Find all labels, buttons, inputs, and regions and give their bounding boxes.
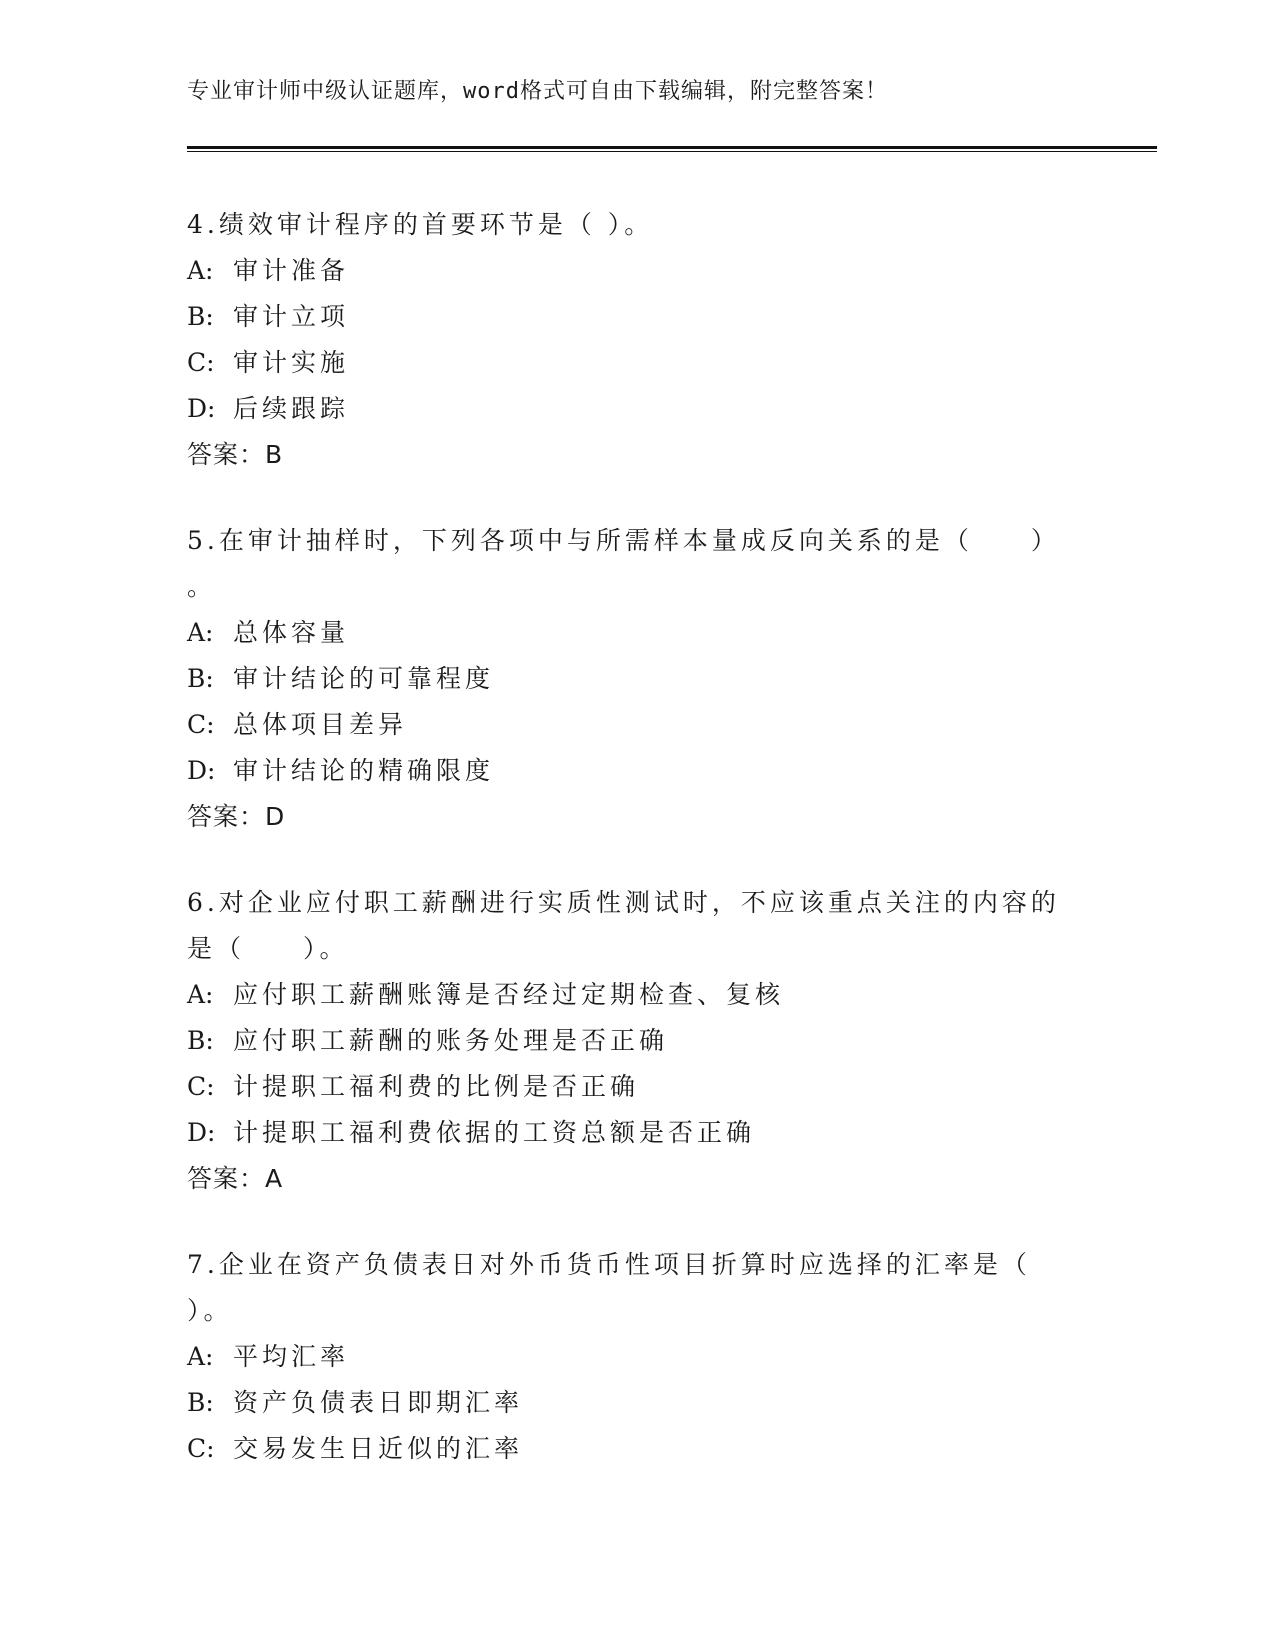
question-stem: 5.在审计抽样时，下列各项中与所需样本量成反向关系的是（ ） xyxy=(187,526,1060,555)
page-header: 专业审计师中级认证题库，word格式可自由下载编辑，附完整答案！ xyxy=(187,79,888,104)
option-text: 审计结论的可靠程度 xyxy=(233,664,495,693)
answer-option xyxy=(187,1380,1067,1426)
option-label: B: xyxy=(187,664,214,693)
option-text: 应付职工薪酬的账务处理是否正确 xyxy=(233,1026,669,1055)
question-list xyxy=(187,202,1067,1512)
option-label: D: xyxy=(187,756,216,785)
option-label: D: xyxy=(187,1118,216,1147)
option-text: 计提职工福利费依据的工资总额是否正确 xyxy=(233,1118,756,1147)
option-text: 后续跟踪 xyxy=(233,394,350,423)
answer-key: 答案：D xyxy=(187,802,286,831)
option-label: C: xyxy=(187,1434,215,1463)
question-block xyxy=(187,202,1067,478)
answer-option xyxy=(187,656,1067,702)
header-rule-thin xyxy=(187,151,1157,152)
option-label: C: xyxy=(187,710,215,739)
option-label: A: xyxy=(187,1342,214,1371)
option-label: A: xyxy=(187,980,214,1009)
question-block xyxy=(187,518,1067,840)
answer-key: 答案：B xyxy=(187,440,284,469)
option-label: C: xyxy=(187,1072,215,1101)
question-stem: 7.企业在资产负债表日对外币货币性项目折算时应选择的汇率是（ xyxy=(187,1250,1031,1279)
option-text: 总体容量 xyxy=(233,618,350,647)
option-text: 审计实施 xyxy=(233,348,350,377)
answer-option xyxy=(187,748,1067,794)
question-stem-continued: ）。 xyxy=(187,1296,233,1325)
answer-option xyxy=(187,1334,1067,1380)
option-label: B: xyxy=(187,302,214,331)
option-label: D: xyxy=(187,394,216,423)
option-label: A: xyxy=(187,256,214,285)
answer-option xyxy=(187,972,1067,1018)
header-rule-thick xyxy=(187,146,1157,149)
question-stem: 4.绩效审计程序的首要环节是（ ）。 xyxy=(187,210,654,239)
option-text: 审计结论的精确限度 xyxy=(233,756,495,785)
option-label: C: xyxy=(187,348,215,377)
question-block xyxy=(187,880,1067,1202)
question-block xyxy=(187,1242,1067,1472)
answer-option xyxy=(187,386,1067,432)
answer-option xyxy=(187,1110,1067,1156)
answer-option xyxy=(187,610,1067,656)
option-text: 平均汇率 xyxy=(233,1342,350,1371)
answer-option xyxy=(187,1426,1067,1472)
option-text: 计提职工福利费的比例是否正确 xyxy=(233,1072,640,1101)
option-text: 资产负债表日即期汇率 xyxy=(233,1388,524,1417)
question-stem: 6.对企业应付职工薪酬进行实质性测试时，不应该重点关注的内容的 xyxy=(187,888,1060,917)
answer-option xyxy=(187,1064,1067,1110)
option-text: 审计立项 xyxy=(233,302,350,331)
answer-key: 答案：A xyxy=(187,1164,284,1193)
answer-option xyxy=(187,248,1067,294)
option-text: 交易发生日近似的汇率 xyxy=(233,1434,524,1463)
question-stem-continued: 。 xyxy=(187,572,217,601)
option-label: A: xyxy=(187,618,214,647)
answer-option xyxy=(187,1018,1067,1064)
option-text: 总体项目差异 xyxy=(233,710,408,739)
option-label: B: xyxy=(187,1388,214,1417)
question-stem-continued: 是（ ）。 xyxy=(187,934,349,963)
option-label: B: xyxy=(187,1026,214,1055)
option-text: 应付职工薪酬账簿是否经过定期检查、复核 xyxy=(233,980,785,1009)
answer-option xyxy=(187,294,1067,340)
answer-option xyxy=(187,702,1067,748)
answer-option xyxy=(187,340,1067,386)
option-text: 审计准备 xyxy=(233,256,350,285)
